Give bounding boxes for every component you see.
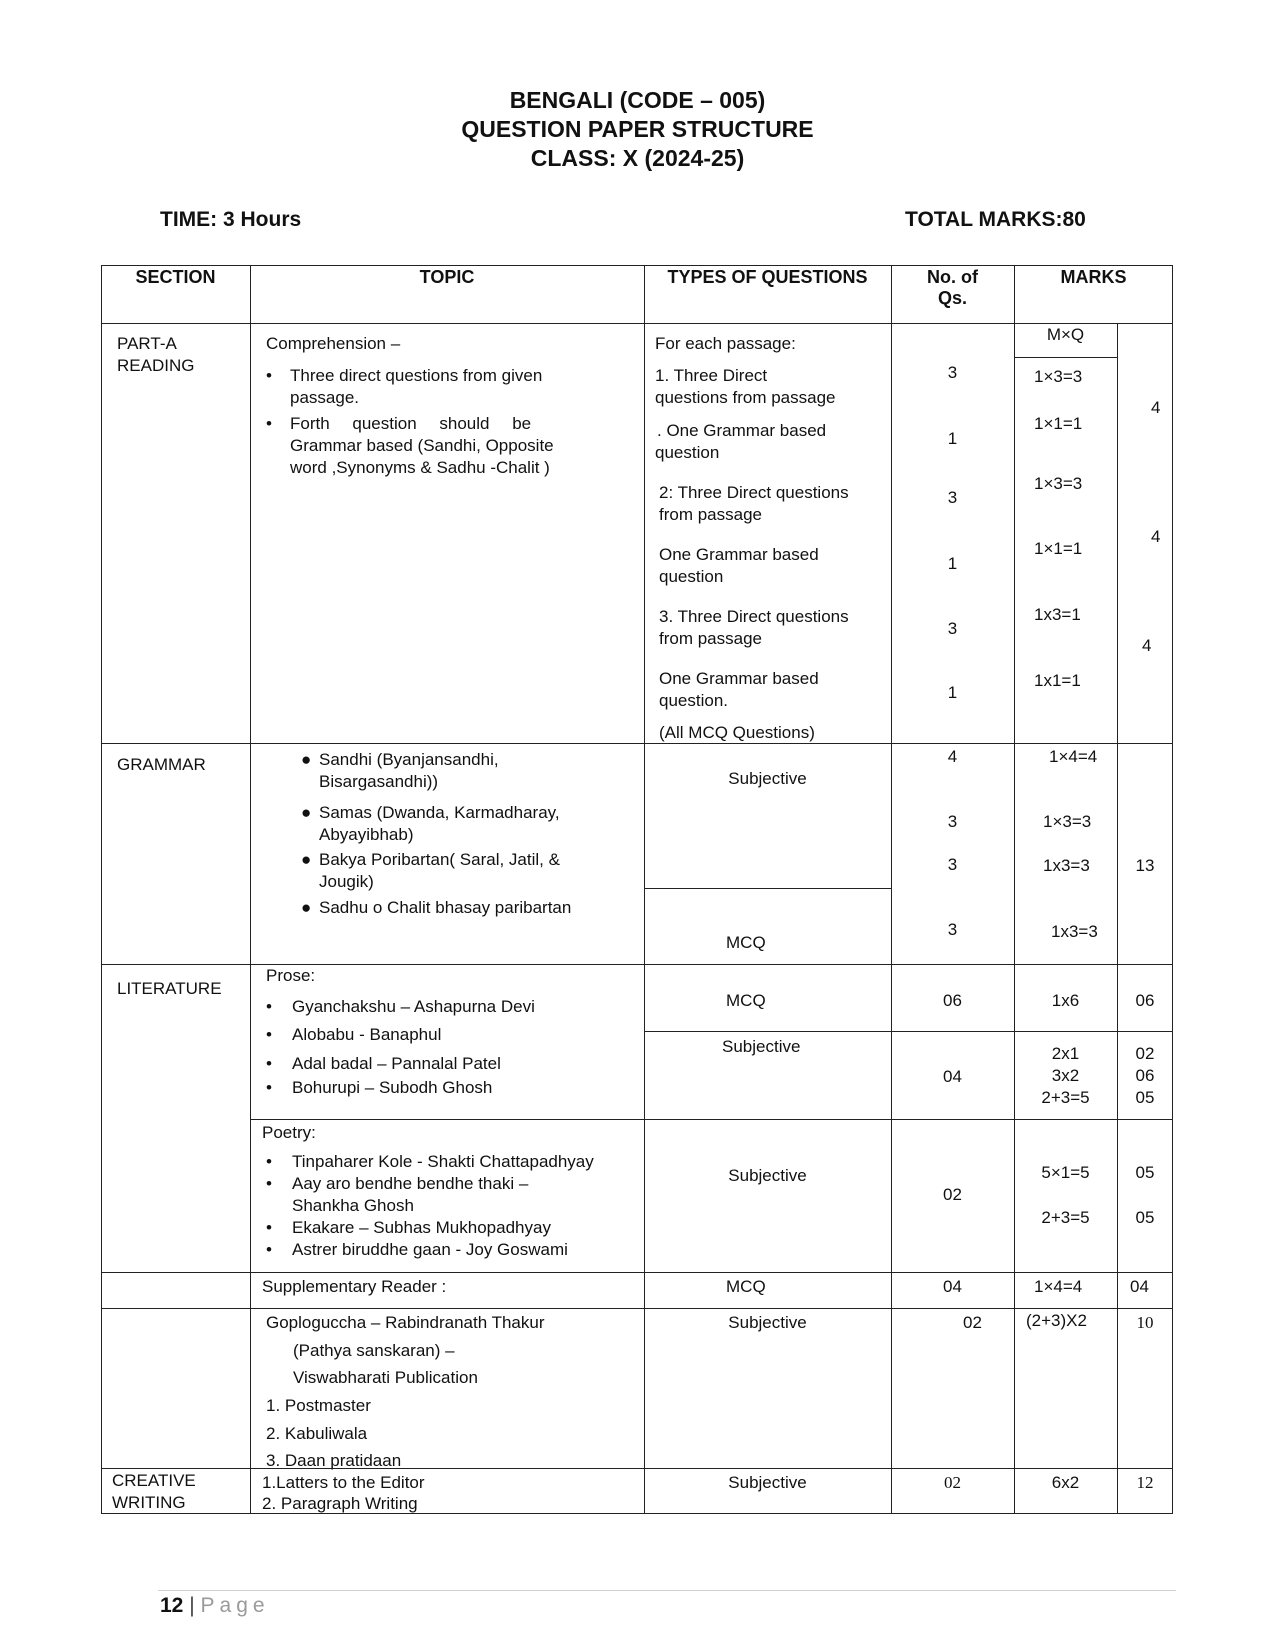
- page-footer: [160, 1594, 270, 1618]
- poetry-item: Aay aro bendhe bendhe thaki –: [292, 1174, 529, 1193]
- total-marks-label: TOTAL MARKS:80: [905, 208, 1086, 231]
- prose-subj-marks: 05: [1135, 1088, 1155, 1107]
- col-header-topic: TOPIC: [419, 267, 475, 287]
- creative-topic: 1.Latters to the Editor: [262, 1473, 425, 1492]
- col-header-no-line1: No. of: [927, 267, 978, 287]
- col-divider: [1117, 323, 1118, 1514]
- row-divider: [101, 1308, 1173, 1309]
- prose-item: Bohurupi – Subodh Ghosh: [292, 1078, 493, 1097]
- prose-subj-mxq: 2x1: [1051, 1044, 1080, 1063]
- prose-mcq-type: MCQ: [726, 991, 766, 1010]
- reading-type-text: questions from passage: [655, 388, 836, 407]
- reading-marks: 4: [1142, 636, 1152, 655]
- bullet-icon: •: [266, 1054, 272, 1073]
- prose-item: Adal badal – Pannalal Patel: [292, 1054, 501, 1073]
- page-number: 12: [160, 1594, 184, 1617]
- bullet-icon: •: [266, 414, 272, 433]
- bullet-icon: •: [266, 1152, 272, 1171]
- reading-no: 3: [947, 363, 958, 382]
- col-divider: [250, 265, 251, 1514]
- bullet-icon: •: [266, 1078, 272, 1097]
- golpo-no: 02: [963, 1313, 982, 1332]
- grammar-no: 4: [947, 747, 958, 766]
- golpo-marks: 10: [1136, 1313, 1154, 1332]
- poetry-item: Ekakare – Subhas Mukhopadhyay: [292, 1218, 551, 1237]
- poetry-item: Shankha Ghosh: [292, 1196, 414, 1215]
- poetry-marks: 05: [1135, 1208, 1155, 1227]
- reading-type-text: from passage: [659, 629, 762, 648]
- grammar-marks: 13: [1135, 856, 1155, 875]
- reading-type-text: 2: Three Direct questions: [659, 483, 849, 502]
- grammar-no: 3: [947, 920, 958, 939]
- reading-type-text: For each passage:: [655, 334, 796, 353]
- section-creative-line1: CREATIVE: [112, 1471, 196, 1490]
- prose-subj-marks: 02: [1135, 1044, 1155, 1063]
- bullet-icon: •: [266, 366, 272, 385]
- grammar-type-mcq: MCQ: [726, 933, 766, 952]
- reading-type-text: One Grammar based: [659, 669, 819, 688]
- grammar-topic-text: Sadhu o Chalit bhasay paribartan: [319, 898, 572, 917]
- prose-mcq-no: 06: [943, 991, 962, 1010]
- supp-topic: Supplementary Reader :: [262, 1277, 447, 1296]
- golpo-line: (Pathya sanskaran) –: [293, 1341, 455, 1360]
- golpo-line: 3. Daan pratidaan: [266, 1451, 402, 1470]
- prose-mcq-marks: 06: [1135, 991, 1155, 1010]
- paper-title: BENGALI (CODE – 005): [509, 87, 766, 113]
- reading-marks: 4: [1151, 527, 1161, 546]
- structure-table: [101, 265, 1173, 1514]
- grammar-topic-text: Samas (Dwanda, Karmadharay,: [319, 803, 560, 822]
- reading-mxq: 1x1=1: [1034, 671, 1081, 690]
- supp-marks: 04: [1130, 1277, 1149, 1296]
- prose-mcq-mxq: 1x6: [1051, 991, 1080, 1010]
- reading-mxq: 1×3=3: [1034, 367, 1083, 386]
- prose-item: Alobabu - Banaphul: [292, 1025, 442, 1044]
- prose-subj-mxq: 3x2: [1051, 1066, 1080, 1085]
- reading-type-text: (All MCQ Questions): [659, 723, 815, 742]
- class-line: CLASS: X (2024-25): [530, 145, 745, 171]
- bullet-icon: •: [266, 1240, 272, 1259]
- col-divider: [891, 265, 892, 1514]
- row-divider: [101, 964, 1173, 965]
- creative-mxq: 6x2: [1051, 1473, 1080, 1492]
- reading-type-text: 3. Three Direct questions: [659, 607, 849, 626]
- reading-mxq: 1×1=1: [1034, 414, 1083, 433]
- time-label: TIME: 3 Hours: [160, 208, 302, 231]
- reading-type-text: question: [659, 567, 724, 586]
- golpo-type: Subjective: [728, 1313, 807, 1332]
- bullet-icon: •: [266, 1174, 272, 1193]
- reading-no: 3: [947, 619, 958, 638]
- reading-no: 1: [947, 554, 958, 573]
- poetry-title: Poetry:: [262, 1123, 316, 1142]
- golpo-line: 1. Postmaster: [266, 1396, 371, 1415]
- row-divider: [250, 1119, 1173, 1120]
- reading-type-text: 1. Three Direct: [655, 366, 768, 385]
- creative-no: 02: [944, 1473, 961, 1492]
- reading-mxq: 1×1=1: [1034, 539, 1083, 558]
- creative-topic: 2. Paragraph Writing: [262, 1494, 418, 1513]
- bullet-icon: ●: [301, 750, 312, 769]
- reading-marks: 4: [1151, 398, 1161, 417]
- bullet-icon: ●: [301, 850, 312, 869]
- poetry-type: Subjective: [728, 1166, 807, 1185]
- reading-no: 1: [947, 683, 958, 702]
- reading-topic-text: word ,Synonyms & Sadhu -Chalit ): [290, 458, 550, 477]
- reading-type-text: . One Grammar based: [657, 421, 827, 440]
- bullet-icon: •: [266, 1218, 272, 1237]
- page-separator: |: [189, 1594, 195, 1617]
- section-grammar: GRAMMAR: [117, 755, 206, 774]
- section-reading-line1: PART-A: [117, 334, 177, 353]
- reading-mxq: 1×3=3: [1034, 474, 1083, 493]
- grammar-mxq: 1×4=4: [1049, 747, 1098, 766]
- poetry-item: Tinpaharer Kole - Shakti Chattapadhyay: [292, 1152, 594, 1171]
- creative-marks: 12: [1136, 1473, 1154, 1492]
- reading-type-text: question.: [659, 691, 728, 710]
- reading-topic-text: Forth question should be: [290, 414, 532, 433]
- poetry-mxq: 5×1=5: [1041, 1163, 1090, 1182]
- footer-rule: [158, 1590, 1176, 1591]
- creative-type: Subjective: [728, 1473, 807, 1492]
- col-header-types: TYPES OF QUESTIONS: [667, 267, 868, 287]
- poetry-no: 02: [943, 1185, 962, 1204]
- paper-subtitle: QUESTION PAPER STRUCTURE: [461, 116, 814, 142]
- col-divider: [1014, 265, 1015, 1514]
- golpo-mxq: (2+3)X2: [1026, 1311, 1087, 1330]
- prose-title: Prose:: [266, 966, 316, 985]
- cell-divider: [1014, 357, 1117, 358]
- reading-no: 3: [947, 488, 958, 507]
- golpo-line: Goploguccha – Rabindranath Thakur: [266, 1313, 545, 1332]
- grammar-no: 3: [947, 855, 958, 874]
- grammar-topic-text: Jougik): [319, 872, 374, 891]
- col-header-section: SECTION: [135, 267, 216, 287]
- reading-type-text: question: [655, 443, 720, 462]
- prose-subj-mxq: 2+3=5: [1041, 1088, 1090, 1107]
- row-divider: [101, 1468, 1173, 1469]
- grammar-topic-text: Sandhi (Byanjansandhi,: [319, 750, 499, 769]
- reading-type-text: One Grammar based: [659, 545, 819, 564]
- prose-subj-type: Subjective: [722, 1037, 801, 1056]
- row-divider: [101, 323, 1173, 324]
- bullet-icon: ●: [301, 803, 312, 822]
- reading-topic-text: Grammar based (Sandhi, Opposite: [290, 436, 554, 455]
- grammar-type-subjective: Subjective: [728, 769, 807, 788]
- prose-item: Gyanchakshu – Ashapurna Devi: [292, 997, 535, 1016]
- reading-topic-text: passage.: [290, 388, 359, 407]
- supp-type: MCQ: [726, 1277, 766, 1296]
- section-literature: LITERATURE: [117, 979, 222, 998]
- bullet-icon: ●: [301, 898, 312, 917]
- grammar-topic-text: Abyayibhab): [319, 825, 414, 844]
- supp-no: 04: [943, 1277, 962, 1296]
- bullet-icon: •: [266, 997, 272, 1016]
- col-header-marks: MARKS: [1060, 267, 1127, 287]
- golpo-line: Viswabharati Publication: [293, 1368, 478, 1387]
- grammar-mxq: 1x3=3: [1043, 856, 1090, 875]
- grammar-topic-text: Bisargasandhi)): [319, 772, 439, 791]
- col-header-no-line2: Qs.: [937, 288, 967, 308]
- reading-type-text: from passage: [659, 505, 762, 524]
- supp-mxq: 1×4=4: [1034, 1277, 1083, 1296]
- prose-subj-no: 04: [943, 1067, 962, 1086]
- row-divider: [101, 1272, 1173, 1273]
- mxq-header: M×Q: [1046, 325, 1085, 344]
- row-divider: [101, 743, 1173, 744]
- page-word: Page: [200, 1594, 270, 1617]
- grammar-no: 3: [947, 812, 958, 831]
- grammar-mxq: 1×3=3: [1043, 812, 1092, 831]
- reading-topic-text: Three direct questions from given: [290, 366, 543, 385]
- section-creative-line2: WRITING: [112, 1493, 186, 1512]
- cell-divider: [644, 888, 891, 889]
- poetry-marks: 05: [1135, 1163, 1155, 1182]
- reading-topic-title: Comprehension –: [266, 334, 401, 353]
- section-reading-line2: READING: [117, 356, 195, 375]
- reading-mxq: 1x3=1: [1034, 605, 1081, 624]
- grammar-topic-text: Bakya Poribartan( Saral, Jatil, &: [319, 850, 560, 869]
- prose-subj-marks: 06: [1135, 1066, 1155, 1085]
- reading-no: 1: [947, 429, 958, 448]
- bullet-icon: •: [266, 1025, 272, 1044]
- grammar-mxq: 1x3=3: [1051, 922, 1098, 941]
- cell-divider: [644, 1031, 1173, 1032]
- poetry-item: Astrer biruddhe gaan - Joy Goswami: [292, 1240, 568, 1259]
- golpo-line: 2. Kabuliwala: [266, 1424, 368, 1443]
- poetry-mxq: 2+3=5: [1041, 1208, 1090, 1227]
